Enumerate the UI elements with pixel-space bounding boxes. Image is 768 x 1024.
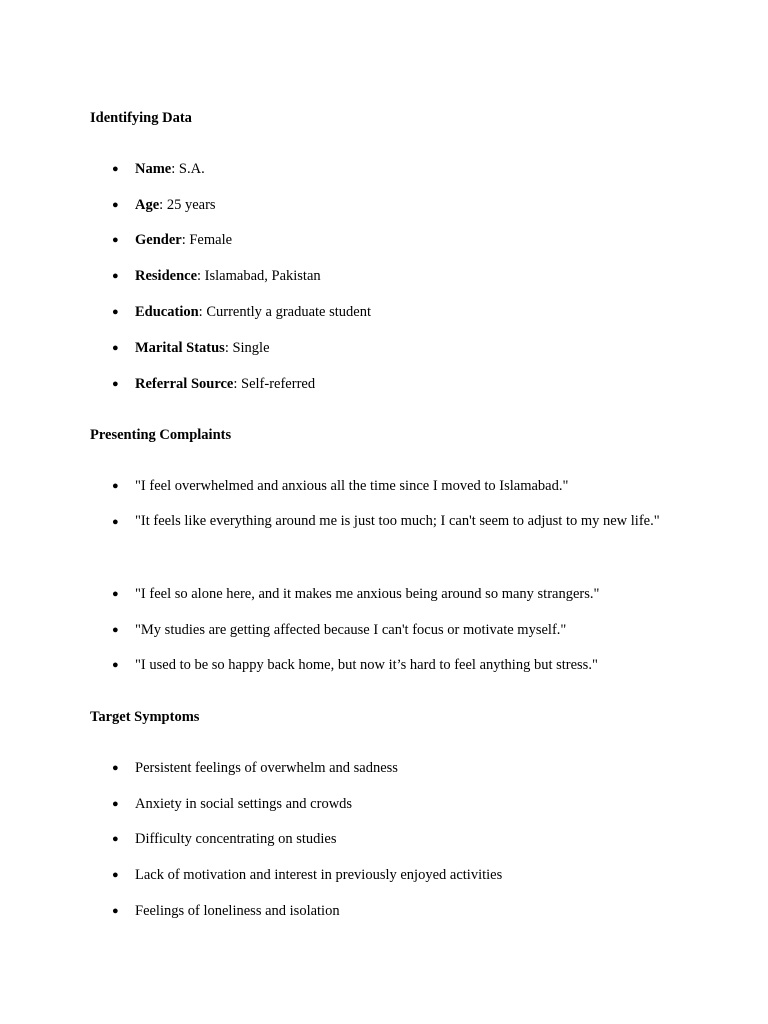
symptom-text: Lack of motivation and interest in previously enjoyed activities — [135, 867, 503, 883]
field-label: Gender — [135, 232, 182, 248]
bullet-icon: ● — [112, 588, 119, 600]
field-label: Age — [135, 197, 160, 213]
complaint-text: "I used to be so happy back home, but now it’s hard to feel anything but stress." — [135, 657, 598, 673]
complaint-text: "I feel so alone here, and it makes me anxious being around so many strangers." — [135, 586, 600, 602]
bullet-icon: ● — [112, 516, 119, 528]
field-value: : S.A. — [171, 161, 205, 177]
bullet-icon: ● — [112, 869, 119, 881]
bullet-icon: ● — [112, 378, 119, 390]
symptom-text: Difficulty concentrating on studies — [135, 831, 337, 847]
field-value: : Female — [181, 232, 233, 248]
symptom-text: Anxiety in social settings and crowds — [135, 796, 353, 812]
bullet-icon: ● — [112, 833, 119, 845]
bullet-icon: ● — [112, 163, 119, 175]
field-label: Name — [135, 161, 172, 177]
field-label: Marital Status — [135, 340, 225, 356]
complaint-text: "My studies are getting affected because I can't focus or motivate myself." — [135, 622, 567, 638]
bullet-icon: ● — [112, 905, 119, 917]
bullet-icon: ● — [112, 480, 119, 492]
field-value: : Self-referred — [233, 376, 316, 392]
field-value: : Single — [224, 340, 270, 356]
field-value: : 25 years — [159, 197, 216, 213]
bullet-icon: ● — [112, 199, 119, 211]
bullet-icon: ● — [112, 306, 119, 318]
complaint-text: "It feels like everything around me is just too much; I can't seem to adjust to my new life." — [135, 513, 660, 530]
bullet-icon: ● — [112, 270, 119, 282]
bullet-icon: ● — [112, 798, 119, 810]
field-label: Referral Source — [135, 376, 234, 392]
field-label: Residence — [135, 268, 198, 284]
bullet-icon: ● — [112, 624, 119, 636]
field-value: : Islamabad, Pakistan — [197, 268, 321, 284]
field-label: Education — [135, 304, 199, 320]
symptom-text: Persistent feelings of overwhelm and sadness — [135, 760, 398, 776]
bullet-icon: ● — [112, 659, 119, 671]
complaint-text: "I feel overwhelmed and anxious all the time since I moved to Islamabad." — [135, 478, 569, 494]
section-heading-identifying-data: Identifying Data — [90, 110, 192, 126]
bullet-icon: ● — [112, 342, 119, 354]
bullet-icon: ● — [112, 762, 119, 774]
symptom-text: Feelings of loneliness and isolation — [135, 903, 340, 919]
section-heading-target-symptoms: Target Symptoms — [90, 709, 200, 725]
field-value: : Currently a graduate student — [198, 304, 372, 320]
section-heading-presenting-complaints: Presenting Complaints — [90, 427, 232, 443]
bullet-icon: ● — [112, 234, 119, 246]
